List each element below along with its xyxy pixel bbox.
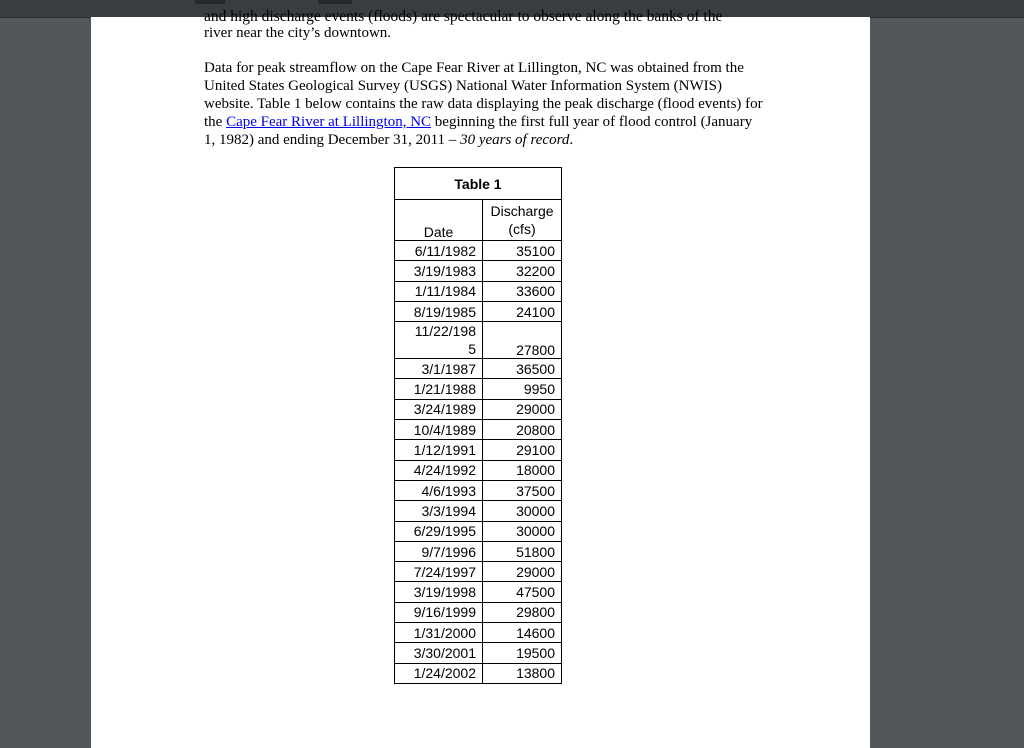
table-row (395, 623, 562, 643)
discharge-cell: 29000 (483, 562, 562, 582)
discharge-cell: 24100 (483, 301, 562, 321)
date-cell: 3/3/1994 (395, 501, 483, 521)
date-cell: 9/16/1999 (395, 602, 483, 622)
discharge-table (394, 167, 562, 684)
discharge-cell: 29800 (483, 602, 562, 622)
table-row (395, 399, 562, 419)
table-row (395, 420, 562, 440)
date-cell: 3/24/1989 (395, 399, 483, 419)
date-cell: 1/21/1988 (395, 379, 483, 399)
clipped-text-line: and high discharge events (floods) are spectacular to observe along the banks of the (204, 8, 723, 25)
date-cell: 1/31/2000 (395, 623, 483, 643)
table-row (395, 582, 562, 602)
date-cell: 1/12/1991 (395, 440, 483, 460)
date-cell: 4/6/1993 (395, 480, 483, 500)
discharge-cell: 9950 (483, 379, 562, 399)
discharge-cell: 29100 (483, 440, 562, 460)
date-cell: 10/4/1989 (395, 420, 483, 440)
table-body (395, 241, 562, 684)
date-cell: 3/30/2001 (395, 643, 483, 663)
date-cell: 8/19/1985 (395, 301, 483, 321)
table-row (395, 663, 562, 683)
date-cell: 4/24/1992 (395, 460, 483, 480)
table-row (395, 359, 562, 379)
table-row (395, 301, 562, 321)
date-cell: 1/11/1984 (395, 281, 483, 301)
paragraph-text: beginning the first full year of flood control (January 1, 1982) and ending December 31, 2011 – (204, 114, 753, 148)
discharge-cell: 30000 (483, 501, 562, 521)
date-cell: 9/7/1996 (395, 541, 483, 561)
discharge-cell: 36500 (483, 359, 562, 379)
table-caption: Table 1 (395, 168, 562, 200)
discharge-cell: 30000 (483, 521, 562, 541)
paragraph-text: Data for peak streamflow on the Cape Fear River at Lillington, NC was obtained from the United States Geological Survey (USGS) National Water Information System (NWIS) website. Table 1 below contains the raw data displaying the peak discharge (flood events) for the (204, 60, 763, 130)
table-row (395, 541, 562, 561)
discharge-cell: 29000 (483, 399, 562, 419)
table-row (395, 602, 562, 622)
discharge-cell: 51800 (483, 541, 562, 561)
discharge-cell: 32200 (483, 261, 562, 281)
column-header-discharge (483, 200, 562, 241)
date-cell: 3/1/1987 (395, 359, 483, 379)
table-row (395, 241, 562, 261)
table-row (395, 440, 562, 460)
discharge-cell: 35100 (483, 241, 562, 261)
date-cell: 6/11/1982 (395, 241, 483, 261)
italic-text: 30 years of record (460, 132, 570, 148)
table-row (395, 261, 562, 281)
document-page (91, 8, 870, 748)
date-cell: 6/29/1995 (395, 521, 483, 541)
discharge-cell: 19500 (483, 643, 562, 663)
paragraph-text: . (569, 132, 574, 148)
date-cell: 7/24/1997 (395, 562, 483, 582)
discharge-cell: 47500 (483, 582, 562, 602)
discharge-cell: 33600 (483, 281, 562, 301)
discharge-cell: 27800 (483, 322, 562, 359)
toolbar-tab-indicator (318, 0, 352, 4)
table-row (395, 643, 562, 663)
table-row (395, 521, 562, 541)
table-row (395, 379, 562, 399)
date-cell: 3/19/1998 (395, 582, 483, 602)
table-row (395, 501, 562, 521)
column-header-date: Date (395, 200, 483, 241)
discharge-cell: 20800 (483, 420, 562, 440)
date-cell: 3/19/1983 (395, 261, 483, 281)
paragraph (204, 59, 764, 149)
table-row (395, 460, 562, 480)
toolbar-tab-indicator (195, 0, 225, 4)
table-row (395, 322, 562, 359)
table-row (395, 281, 562, 301)
column-header-discharge-line2: (cfs) (508, 221, 536, 237)
discharge-cell: 37500 (483, 480, 562, 500)
text-line: river near the city’s downtown. (204, 25, 392, 41)
date-cell: 1/24/2002 (395, 663, 483, 683)
table-row (395, 480, 562, 500)
discharge-cell: 13800 (483, 663, 562, 683)
discharge-cell: 18000 (483, 460, 562, 480)
discharge-cell: 14600 (483, 623, 562, 643)
column-header-discharge-line1: Discharge (490, 203, 554, 219)
table-row (395, 562, 562, 582)
cape-fear-river-link[interactable]: Cape Fear River at Lillington, NC (226, 114, 432, 130)
date-cell: 11/22/198 5 (395, 322, 483, 359)
